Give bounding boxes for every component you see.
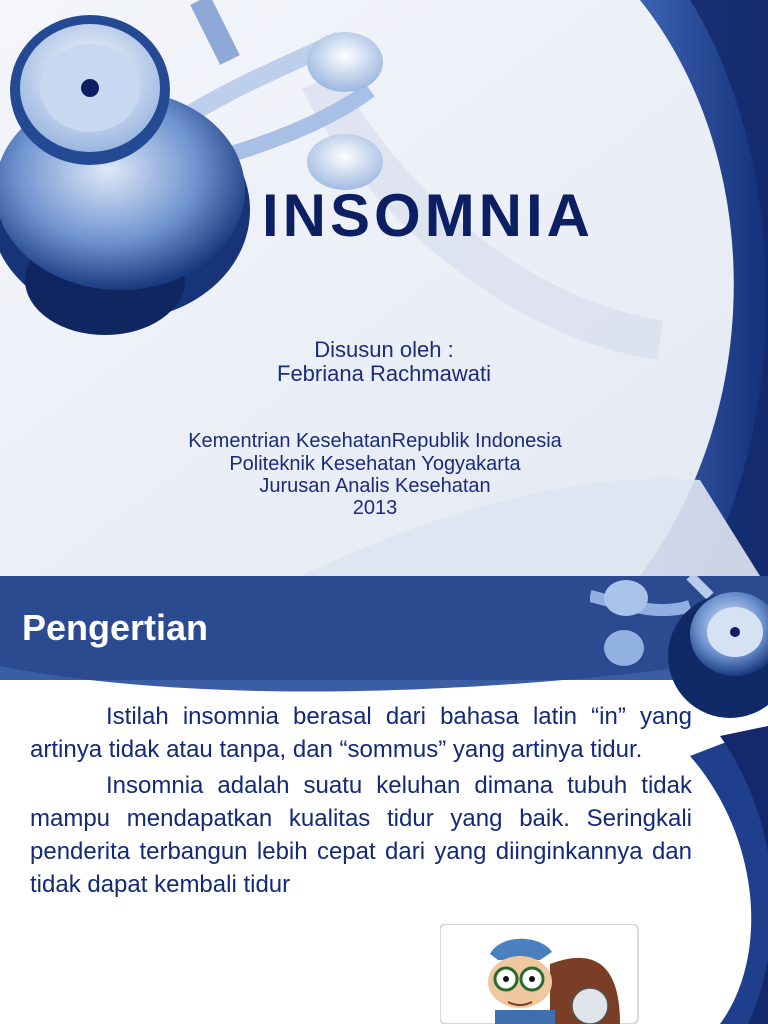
definition-text	[30, 700, 692, 904]
content-slide	[0, 576, 768, 1024]
institution-line: Jurusan Analis Kesehatan	[259, 475, 491, 497]
author-name: Febriana Rachmawati	[277, 361, 491, 386]
paragraph: Insomnia adalah suatu keluhan dimana tubuh tidak mampu mendapatkan kualitas tidur yang baik. Seringkali penderita terbangun lebih cepat dari yang diinginkannya dan tidak dapat kembali tidur	[30, 772, 692, 898]
sleepless-cartoon-image	[440, 924, 640, 1024]
slide-heading: Pengertian	[22, 607, 209, 648]
institution-line: Politeknik Kesehatan Yogyakarta	[229, 453, 521, 475]
year-text: 2013	[352, 497, 398, 519]
author-label: Disusun oleh :	[314, 337, 454, 362]
institution-line: Kementrian KesehatanRepublik Indonesia	[188, 430, 562, 452]
paragraph: Istilah insomnia berasal dari bahasa latin “in” yang artinya tidak atau tanpa, dan “sommus” yang artinya tidur.	[30, 703, 692, 763]
stethoscope-image	[0, 0, 400, 360]
slide-title: INSOMNIA	[262, 182, 594, 249]
